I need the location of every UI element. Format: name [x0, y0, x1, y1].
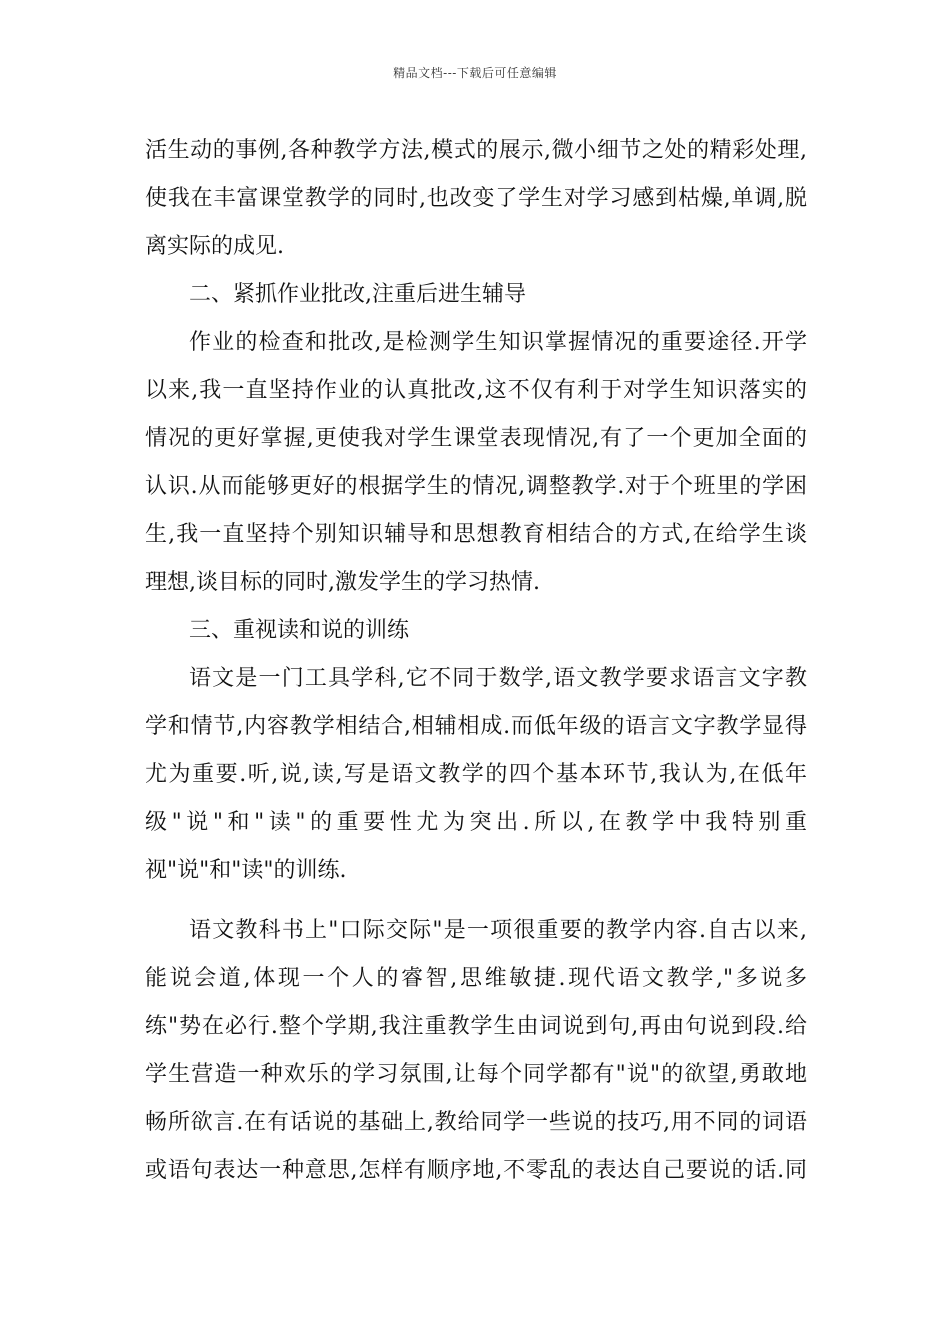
- text-line: 作业的检查和批改,是检测学生知识掌握情况的重要途径.开学: [189, 330, 807, 355]
- page-header: 精品文档---下载后可任意编辑: [393, 66, 557, 80]
- text-line: 练"势在必行.整个学期,我注重教学生由词说到句,再由句说到段.给: [145, 1014, 807, 1039]
- text-line: 使我在丰富课堂教学的同时,也改变了学生对学习感到枯燥,单调,脱: [145, 186, 807, 211]
- text-line: 生,我一直坚持个别知识辅导和思想教育相结合的方式,在给学生谈: [145, 522, 807, 547]
- text-line: 尤为重要.听,说,读,写是语文教学的四个基本环节,我认为,在低年: [145, 762, 807, 787]
- text-line: 畅所欲言.在有话说的基础上,教给同学一些说的技巧,用不同的词语: [145, 1110, 807, 1135]
- text-line: 视"说"和"读"的训练.: [145, 858, 347, 883]
- text-line: 学和情节,内容教学相结合,相辅相成.而低年级的语言文字教学显得: [145, 714, 807, 739]
- text-line: 以来,我一直坚持作业的认真批改,这不仅有利于对学生知识落实的: [145, 378, 807, 403]
- text-line: 情况的更好掌握,更使我对学生课堂表现情况,有了一个更加全面的: [145, 426, 807, 451]
- text-line: 离实际的成见.: [145, 234, 284, 259]
- text-line: 活生动的事例,各种教学方法,模式的展示,微小细节之处的精彩处理,: [145, 138, 807, 163]
- text-line: 语文教科书上"口际交际"是一项很重要的教学内容.自古以来,: [189, 918, 807, 943]
- document-body: [145, 127, 807, 1195]
- text-line: 三、重视读和说的训练: [189, 618, 410, 643]
- text-line: 级"说"和"读"的重要性尤为突出.所以,在教学中我特别重: [145, 810, 807, 835]
- text-line: 认识.从而能够更好的根据学生的情况,调整教学.对于个班里的学困: [145, 474, 807, 499]
- text-line: 二、紧抓作业批改,注重后进生辅导: [189, 282, 526, 307]
- paragraph-gap: [145, 895, 807, 907]
- text-line: 理想,谈目标的同时,激发学生的学习热情.: [145, 570, 540, 595]
- text-line: 能说会道,体现一个人的睿智,思维敏捷.现代语文教学,"多说多: [145, 966, 807, 991]
- text-line: 或语句表达一种意思,怎样有顺序地,不零乱的表达自己要说的话.同: [145, 1158, 807, 1183]
- text-line: 学生营造一种欢乐的学习氛围,让每个同学都有"说"的欲望,勇敢地: [145, 1062, 807, 1087]
- text-line: 语文是一门工具学科,它不同于数学,语文教学要求语言文字教: [189, 666, 807, 691]
